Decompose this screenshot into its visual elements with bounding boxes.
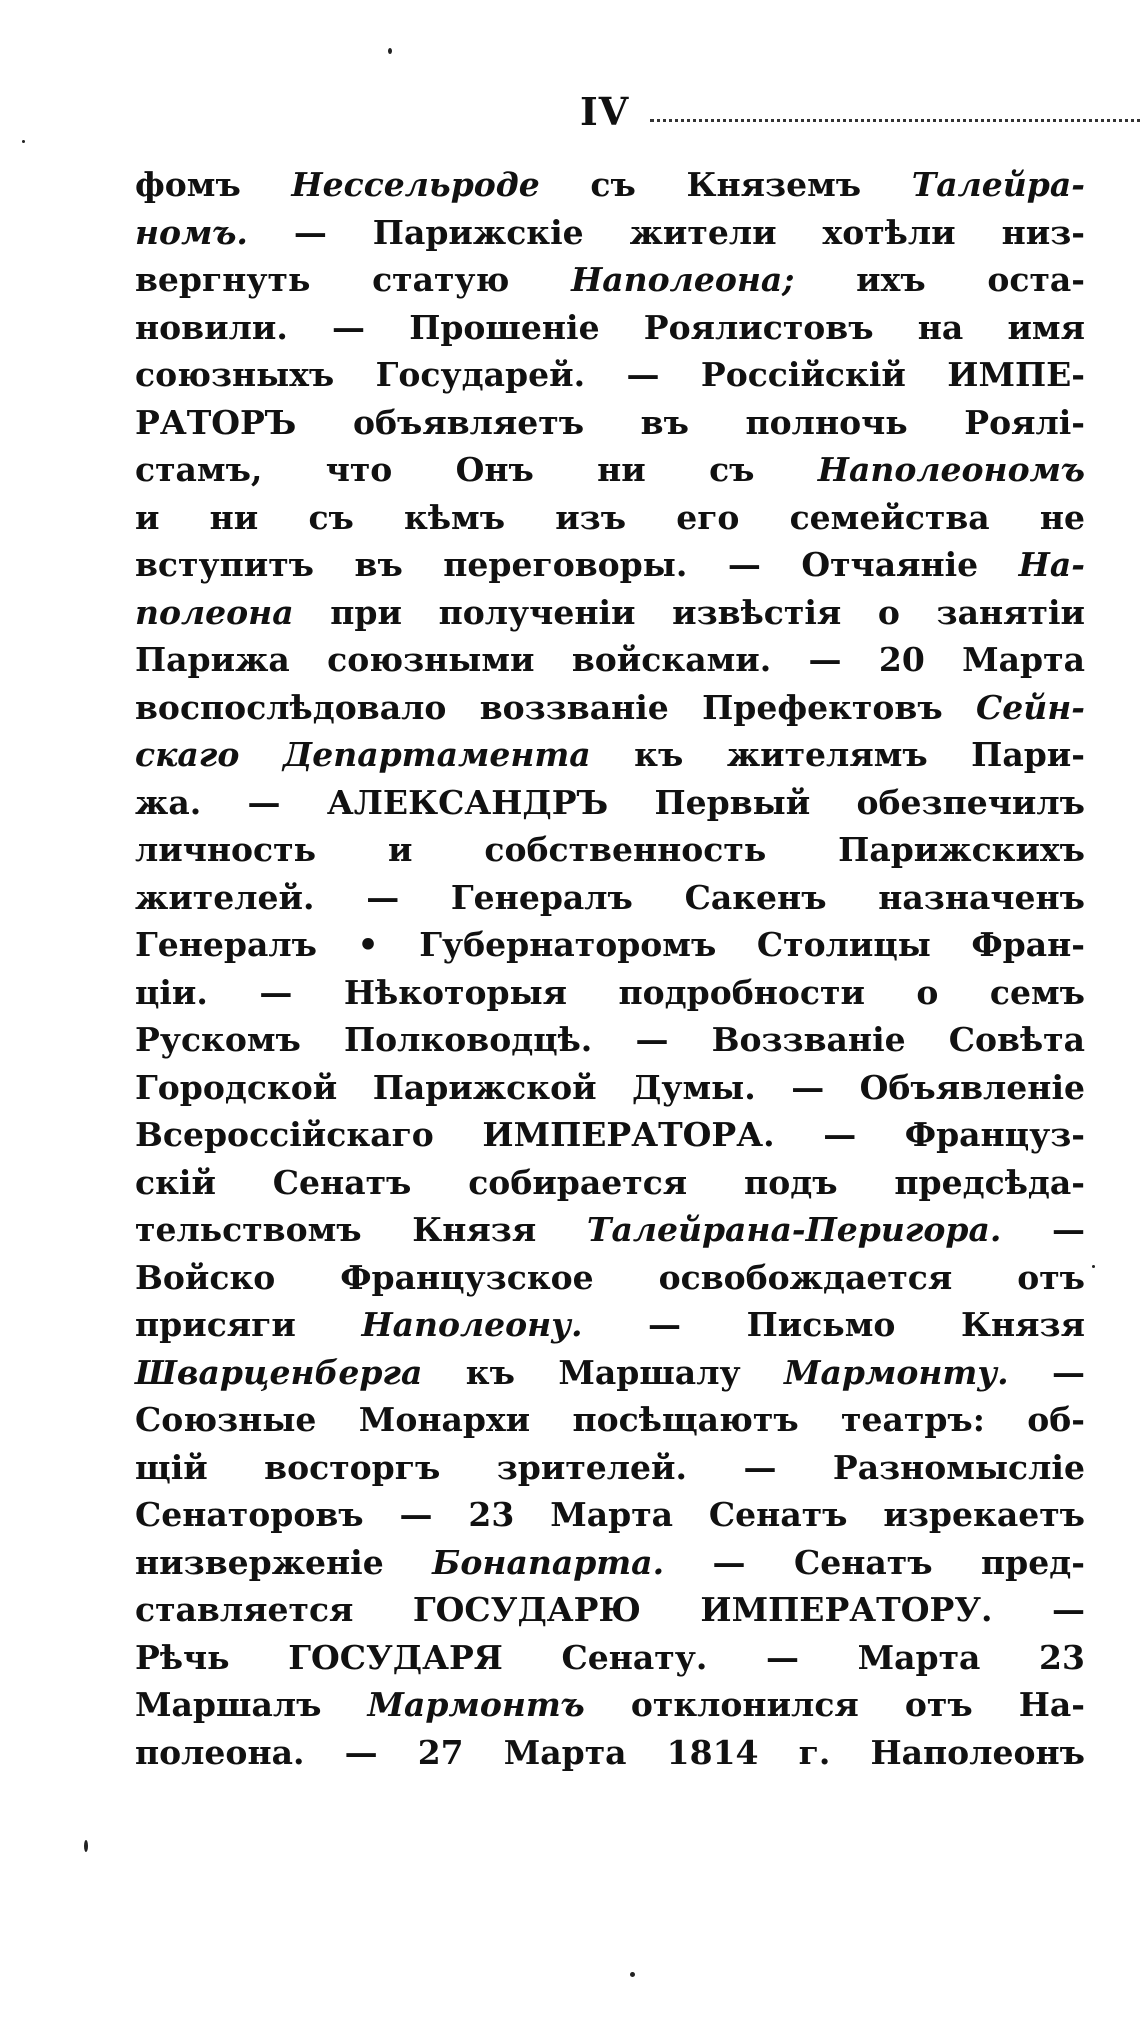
word: переговоры. — [443, 545, 688, 584]
word: что — [325, 450, 393, 489]
word: театръ: — [841, 1400, 985, 1439]
word: на — [917, 307, 964, 347]
text-line — [135, 1495, 1085, 1543]
italic-word: Бонапарта. — [432, 1542, 665, 1582]
text-line — [135, 830, 1085, 878]
word: — — [247, 782, 281, 822]
text-line — [135, 355, 1085, 403]
word: ГОСУДАРЮ — [412, 1590, 641, 1629]
word: Парижскіе — [372, 212, 584, 252]
word: стамъ, — [135, 450, 263, 489]
word: об- — [1027, 1400, 1085, 1439]
word: съ — [590, 165, 636, 204]
word: Генералъ — [450, 877, 633, 917]
text-line — [135, 1305, 1085, 1353]
word: восторгъ — [264, 1447, 441, 1487]
page-header — [140, 89, 1085, 134]
word: и — [387, 830, 413, 869]
word: Полководцѣ. — [344, 1020, 593, 1059]
page-number: IV — [580, 89, 630, 134]
word: — — [727, 545, 761, 584]
text-line — [135, 308, 1085, 356]
word: Прошеніе — [409, 307, 600, 347]
word: изрекаетъ — [883, 1495, 1085, 1534]
text-line — [135, 593, 1085, 641]
word: Рѣчь — [135, 1637, 230, 1677]
italic-word: Сейн- — [975, 687, 1085, 727]
italic-word: Наполеону. — [361, 1305, 583, 1344]
word: 23 — [468, 1495, 515, 1534]
print-speck — [630, 1972, 635, 1977]
word: полночь — [745, 402, 908, 442]
word: г. — [798, 1732, 831, 1772]
word: Государей. — [375, 355, 586, 394]
word: занятіи — [936, 592, 1085, 632]
word: союзныхъ — [135, 355, 335, 394]
word: собирается — [468, 1162, 688, 1202]
word: Думы. — [632, 1067, 756, 1107]
word: АЛЕКСАНДРЪ — [326, 782, 609, 822]
text-line — [135, 735, 1085, 783]
word: — — [1051, 1210, 1085, 1249]
word: Француз- — [904, 1115, 1085, 1154]
text-line — [135, 1638, 1085, 1686]
text-line — [135, 1115, 1085, 1163]
word: жителямъ — [726, 735, 928, 774]
text-line — [135, 973, 1085, 1021]
italic-word: Талейрана-Перигора. — [586, 1210, 1002, 1249]
word: при — [330, 592, 402, 632]
word: зрителей. — [496, 1447, 688, 1487]
italic-word: На- — [1018, 545, 1085, 584]
word: обезпечилъ — [856, 782, 1085, 822]
word: изъ — [555, 497, 627, 537]
word: 1814 — [666, 1732, 759, 1772]
word: новили. — [135, 307, 288, 347]
word: На- — [1018, 1685, 1085, 1724]
text-line — [135, 688, 1085, 736]
word: Княземъ — [686, 165, 862, 204]
word: Совѣта — [948, 1020, 1085, 1059]
word: назначенъ — [878, 877, 1085, 917]
text-line — [135, 640, 1085, 688]
text-line — [135, 403, 1085, 451]
text-line — [135, 1020, 1085, 1068]
italic-word: Талейра- — [911, 165, 1085, 204]
italic-word: Мармонтъ — [367, 1685, 585, 1724]
text-line — [135, 1448, 1085, 1496]
word: Сенатъ — [794, 1542, 933, 1582]
italic-word: Департамента — [282, 735, 591, 774]
text-line — [135, 165, 1085, 213]
word: Россійскій — [700, 355, 906, 394]
word: статую — [372, 260, 510, 299]
word: посѣщаютъ — [572, 1400, 799, 1439]
word: Марта — [857, 1637, 981, 1677]
word: Сакенъ — [684, 877, 827, 917]
print-speck — [388, 48, 392, 54]
text-line — [135, 213, 1085, 261]
word: Рускомъ — [135, 1020, 301, 1059]
print-speck — [1092, 1265, 1095, 1268]
word: ИМПЕРАТОРА. — [482, 1115, 775, 1154]
print-speck — [22, 140, 25, 143]
word: Сенаторовъ — [135, 1495, 364, 1534]
word: Парижской — [372, 1067, 597, 1107]
word: къ — [465, 1352, 515, 1392]
word: ставляется — [135, 1590, 354, 1629]
word: воспослѣдовало — [135, 687, 447, 727]
word: ИМПЕ- — [947, 355, 1085, 394]
word: Марта — [962, 640, 1085, 679]
word: ціи. — [135, 972, 208, 1012]
word: Наполеонъ — [870, 1732, 1085, 1772]
word: Марта — [550, 1495, 674, 1534]
word: 27 — [417, 1732, 464, 1772]
body-text — [135, 165, 1085, 1780]
text-line — [135, 260, 1085, 308]
word: Войско — [135, 1257, 276, 1297]
word: Объявленіе — [859, 1067, 1085, 1107]
text-line — [135, 498, 1085, 546]
word: низверженіе — [135, 1542, 384, 1582]
word: не — [1039, 497, 1085, 537]
word: низ- — [1001, 212, 1085, 252]
word: ГОСУДАРЯ — [288, 1637, 503, 1677]
word: предсѣда- — [894, 1162, 1085, 1202]
word: — — [259, 972, 293, 1012]
word: Роялі- — [964, 402, 1085, 442]
word: 23 — [1039, 1637, 1085, 1677]
italic-word: полеона — [135, 592, 294, 632]
word: Фран- — [971, 925, 1085, 964]
italic-word: Наполеона; — [571, 260, 795, 299]
word: Союзные — [135, 1400, 317, 1439]
word: извѣстія — [672, 592, 842, 632]
word: — — [344, 1732, 378, 1772]
word: Сенату. — [561, 1637, 708, 1677]
word: Городской — [135, 1067, 338, 1107]
word: отъ — [904, 1685, 973, 1724]
word: — — [1051, 1590, 1085, 1629]
word: — — [635, 1020, 669, 1059]
text-line — [135, 878, 1085, 926]
word: ИМПЕРАТОРУ. — [700, 1590, 993, 1629]
word: Монархи — [358, 1400, 531, 1439]
word: объявляетъ — [352, 402, 585, 442]
word: подробности — [618, 972, 865, 1012]
italic-word: Мармонту. — [784, 1352, 1009, 1392]
word: Генералъ — [135, 925, 317, 964]
word: личность — [135, 830, 317, 869]
word: пред- — [981, 1542, 1085, 1582]
text-line — [135, 783, 1085, 831]
word: Французское — [340, 1257, 594, 1297]
word: въ — [640, 402, 689, 442]
word: жителей. — [135, 877, 315, 917]
text-line — [135, 1353, 1085, 1401]
text-line — [135, 1685, 1085, 1733]
word: жа. — [135, 782, 202, 822]
word: Князя — [960, 1305, 1085, 1344]
word: о — [877, 592, 900, 632]
word: Отчаяніе — [801, 545, 979, 584]
word: Сенатъ — [272, 1162, 412, 1202]
word: жители — [629, 212, 777, 252]
word: — — [332, 307, 365, 347]
text-line — [135, 1590, 1085, 1638]
word: вергнуть — [135, 260, 311, 299]
text-line — [135, 1733, 1085, 1781]
text-line — [135, 545, 1085, 593]
word: семейства — [789, 497, 990, 537]
italic-word: Нессельроде — [291, 165, 540, 204]
word: отъ — [1017, 1257, 1085, 1297]
word: Воззваніе — [711, 1020, 906, 1059]
word: — — [648, 1305, 682, 1344]
word: отклонился — [630, 1685, 859, 1724]
word: Князя — [412, 1210, 537, 1249]
word: Разномысліе — [832, 1447, 1085, 1487]
word: Онъ — [455, 450, 534, 489]
italic-word: Шварценберга — [135, 1352, 423, 1392]
word: присяги — [135, 1305, 296, 1344]
word: — — [808, 640, 842, 679]
word: имя — [1007, 307, 1085, 347]
italic-word: скаго — [135, 735, 240, 774]
word: — — [765, 1637, 799, 1677]
text-line — [135, 450, 1085, 498]
word: о — [916, 972, 939, 1012]
word: — — [823, 1115, 857, 1154]
word: — — [293, 212, 327, 252]
word: Парижскихъ — [838, 830, 1085, 869]
word: ни — [597, 450, 646, 489]
italic-word: Наполеономъ — [817, 450, 1085, 489]
word: съ — [709, 450, 755, 489]
word: Маршалъ — [135, 1685, 322, 1724]
word: — — [712, 1542, 746, 1582]
word: Всероссійскаго — [135, 1115, 434, 1154]
word: Письмо — [746, 1305, 896, 1344]
word: тельствомъ — [135, 1210, 362, 1249]
text-line — [135, 1258, 1085, 1306]
word: ихъ — [856, 260, 926, 299]
word: скій — [135, 1162, 216, 1202]
text-line — [135, 925, 1085, 973]
word: освобождается — [658, 1257, 953, 1297]
word: • — [357, 925, 379, 964]
word: полеона. — [135, 1732, 305, 1772]
word: съ — [308, 497, 354, 537]
word: фомъ — [135, 165, 241, 204]
word: къ — [634, 735, 684, 774]
word: подъ — [744, 1162, 838, 1202]
word: щій — [135, 1447, 208, 1487]
italic-word: номъ. — [135, 212, 248, 252]
word: хотѣли — [822, 212, 956, 252]
word: Марта — [503, 1732, 627, 1772]
word: 20 — [878, 640, 925, 679]
word: оста- — [987, 260, 1085, 299]
text-line — [135, 1210, 1085, 1258]
word: полученіи — [438, 592, 636, 632]
word: собственность — [484, 830, 767, 869]
word: семъ — [989, 972, 1085, 1012]
word: Нѣкоторыя — [343, 972, 568, 1012]
text-line — [135, 1543, 1085, 1591]
word: Пари- — [971, 735, 1085, 774]
text-line — [135, 1163, 1085, 1211]
word: ни — [209, 497, 259, 537]
word: — — [366, 877, 400, 917]
word: РАТОРЪ — [135, 402, 297, 442]
text-line — [135, 1400, 1085, 1448]
word: — — [399, 1495, 433, 1534]
word: Префектовъ — [702, 687, 943, 727]
word: Сенатъ — [708, 1495, 848, 1534]
word: Маршалу — [558, 1352, 741, 1392]
text-line — [135, 1068, 1085, 1116]
word: Губернаторомъ — [419, 925, 717, 964]
word: вступитъ — [135, 545, 314, 584]
word: — — [791, 1067, 825, 1107]
word: — — [1051, 1352, 1085, 1392]
word: Роялистовъ — [643, 307, 874, 347]
word: — — [626, 355, 660, 394]
print-speck — [84, 1840, 88, 1852]
word: въ — [354, 545, 403, 584]
word: войсками. — [571, 640, 772, 679]
word: Столицы — [756, 925, 931, 964]
word: Парижа — [135, 640, 290, 679]
word: — — [743, 1447, 777, 1487]
word: союзными — [327, 640, 535, 679]
word: его — [676, 497, 740, 537]
word: и — [135, 497, 160, 537]
word: Первый — [654, 782, 811, 822]
word: воззваніе — [479, 687, 669, 727]
word: кѣмъ — [404, 497, 506, 537]
header-dotted-rule — [650, 119, 1140, 122]
